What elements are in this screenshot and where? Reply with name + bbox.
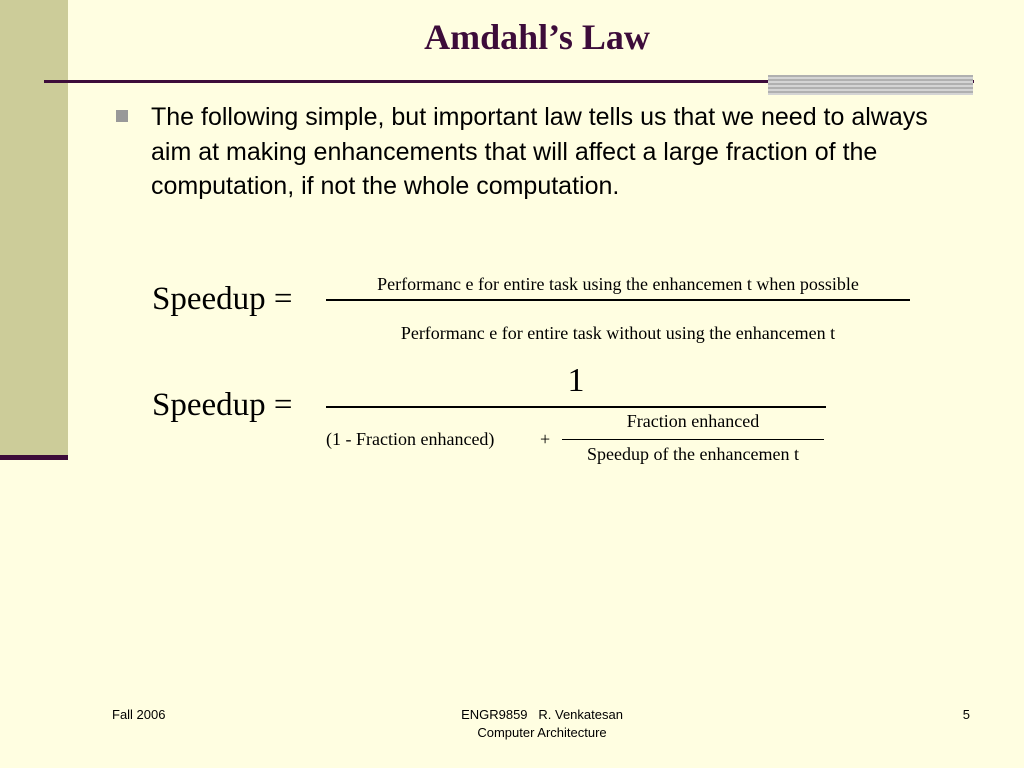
equation-2-inner-fraction-bar bbox=[562, 439, 824, 440]
footer-page-number: 5 bbox=[962, 707, 970, 722]
footer-course bbox=[392, 706, 692, 742]
footer-course-line2: Computer Architecture bbox=[477, 725, 607, 740]
slide-title: Amdahl’s Law bbox=[424, 17, 650, 57]
equation-2-left-term: (1 - Fraction enhanced) bbox=[326, 429, 495, 449]
square-bullet-icon bbox=[116, 110, 128, 122]
equation-1-numerator: Performanc e for entire task using the enhancemen t when possible bbox=[377, 274, 859, 294]
bullet-text: The following simple, but important law tells us that we need to always aim at making enhancements that will affect a large fraction of the computation, if not the whole computation. bbox=[151, 103, 928, 200]
equation-2-lhs: Speedup = bbox=[152, 387, 293, 423]
left-side-band bbox=[0, 0, 68, 455]
footer-course-line1: ENGR9859 R. Venkatesan bbox=[461, 707, 623, 722]
equation-2-inner-numerator: Fraction enhanced bbox=[626, 411, 760, 431]
equation-2-inner-denominator: Speedup of the enhancemen t bbox=[587, 444, 799, 464]
equation-1-denominator: Performanc e for entire task without using the enhancemen t bbox=[400, 323, 836, 343]
equation-2-fraction-bar bbox=[326, 406, 826, 408]
equation-2-plus: + bbox=[540, 429, 551, 449]
equation-1-fraction-bar bbox=[326, 299, 910, 301]
side-band-divider bbox=[0, 455, 68, 460]
equation-1-lhs: Speedup = bbox=[152, 281, 293, 317]
equation-2-numerator: 1 bbox=[567, 362, 585, 399]
footer-date: Fall 2006 bbox=[112, 707, 166, 722]
title-accent-block bbox=[768, 75, 973, 95]
